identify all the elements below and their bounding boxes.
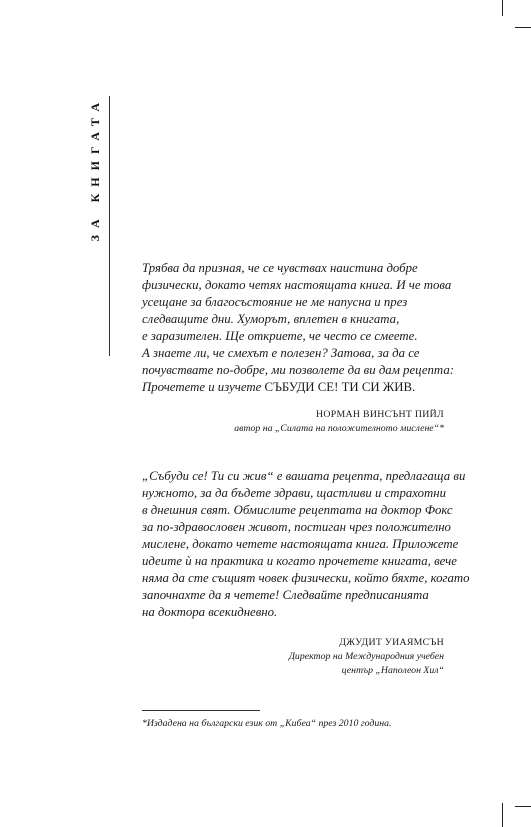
author-role: център „Наполеон Хил“ [341, 665, 444, 676]
quote-line: на доктора всекидневно. [142, 605, 278, 619]
quote-line: следващите дни. Хуморът, вплетен в книгата, [142, 312, 400, 326]
quote-line: е заразителен. Ще откриете, че често се смеете. [142, 329, 418, 343]
quote-line: за по-здравословен живот, постиган чрез положително [142, 520, 451, 534]
quote-line: мислене, докато четете настоящата книга. Приложете [142, 537, 459, 551]
quote-line: Трябва да призная, че се чувствах наистина добре [142, 261, 418, 275]
quote-line: нужното, за да бъдете здрави, щастливи и страхотни [142, 486, 447, 500]
attribution-williamson [289, 636, 444, 678]
quote-peale [142, 260, 452, 396]
quote-line: в днешния свят. Обмислите рецептата на доктор Фокс [142, 503, 453, 517]
crop-mark-bottom-right [515, 806, 531, 807]
crop-mark-bottom [502, 803, 503, 827]
quote-line: физически, докато четях настоящата книга. И че това [142, 278, 452, 292]
side-rule [109, 96, 110, 356]
book-title: СЪБУДИ СЕ! ТИ СИ ЖИВ. [264, 380, 416, 394]
quote-line: няма да сте същият човек физически, който бяхте, когато [142, 571, 470, 585]
author-role: Директор на Международния учебен [288, 651, 444, 662]
footnote-rule [142, 710, 260, 711]
quote-line: Прочетете и изучете СЪБУДИ СЕ! ТИ СИ ЖИВ. [142, 380, 416, 394]
section-title [84, 96, 106, 256]
quote-line: започнахте да я четете! Следвайте предписанията [142, 588, 429, 602]
quote-line: идеите ѝ на практика и когато прочетете книгата, вече [142, 554, 457, 568]
quote-line: А знаете ли, че смехът е полезен? Затова, за да се [142, 346, 420, 360]
crop-mark-top-right [515, 27, 531, 28]
author-name: ДЖУДИТ УИАЯМСЪН [339, 637, 444, 648]
quote-line: почувствате по-добре, ми позволете да ви дам рецепта: [142, 363, 454, 377]
author-name: НОРМАН ВИНСЪНТ ПИЙЛ [316, 409, 444, 420]
footnote: *Издадена на български език от „Кибеа“ през 2010 година. [142, 718, 392, 729]
section-title-text: ЗА КНИГАТА [87, 96, 102, 242]
quote-line: усещане за благосъстояние не ме напусна и през [142, 295, 408, 309]
quote-williamson [142, 468, 470, 621]
author-role: автор на „Силата на положителното мислене“* [234, 423, 444, 434]
crop-mark-top [502, 0, 503, 16]
quote-line: „Събуди се! Ти си жив“ е вашата рецепта, предлагаща ви [142, 469, 466, 483]
attribution-peale [234, 408, 444, 436]
